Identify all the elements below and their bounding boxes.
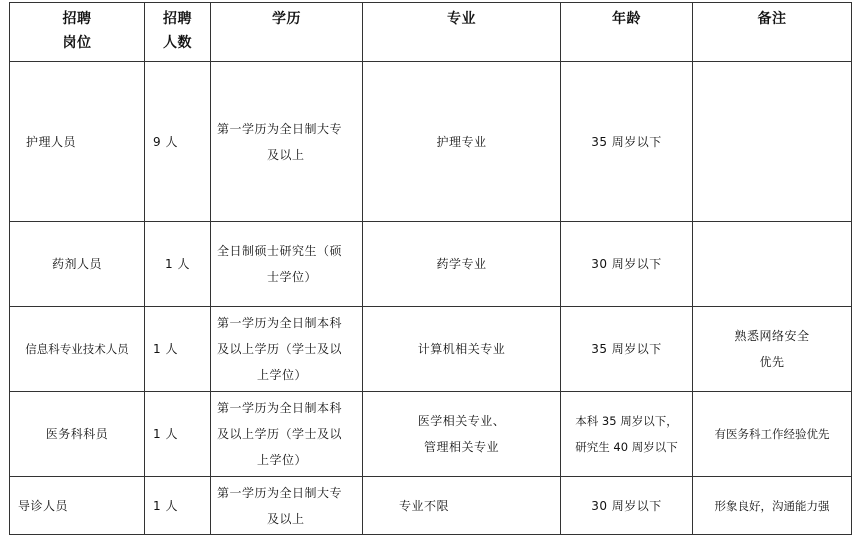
- cell-education: 第一学历为全日制大专 及以上: [211, 62, 363, 222]
- recruitment-table: [9, 2, 852, 535]
- cell-count: 9 人: [145, 62, 211, 222]
- cell-count: 1 人: [145, 477, 211, 535]
- table-row: [10, 392, 852, 477]
- cell-age: 35 周岁以下: [561, 307, 693, 392]
- cell-education: 第一学历为全日制大专 及以上: [211, 477, 363, 535]
- header-count: 招聘 人数: [145, 3, 211, 62]
- table-row: [10, 62, 852, 222]
- cell-count: 1 人: [145, 307, 211, 392]
- cell-remarks: 熟悉网络安全 优先: [693, 307, 852, 392]
- cell-count: 1 人: [145, 222, 211, 307]
- header-age: 年龄: [561, 3, 693, 62]
- cell-position: 信息科专业技术人员: [10, 307, 145, 392]
- cell-major: 药学专业: [363, 222, 561, 307]
- table-row: [10, 477, 852, 535]
- cell-age: 30 周岁以下: [561, 222, 693, 307]
- cell-position: 护理人员: [10, 62, 145, 222]
- cell-remarks: 形象良好，沟通能力强: [693, 477, 852, 535]
- header-position: 招聘 岗位: [10, 3, 145, 62]
- cell-education: 第一学历为全日制本科 及以上学历（学士及以 上学位）: [211, 307, 363, 392]
- cell-position: 药剂人员: [10, 222, 145, 307]
- cell-remarks: [693, 62, 852, 222]
- header-education: 学历: [211, 3, 363, 62]
- cell-age: 35 周岁以下: [561, 62, 693, 222]
- header-remarks: 备注: [693, 3, 852, 62]
- cell-major: 护理专业: [363, 62, 561, 222]
- table-row: [10, 222, 852, 307]
- cell-position: 医务科科员: [10, 392, 145, 477]
- cell-education: 全日制硕士研究生（硕 士学位）: [211, 222, 363, 307]
- cell-education: 第一学历为全日制本科 及以上学历（学士及以 上学位）: [211, 392, 363, 477]
- cell-major: 计算机相关专业: [363, 307, 561, 392]
- cell-age: 30 周岁以下: [561, 477, 693, 535]
- header-major: 专业: [363, 3, 561, 62]
- cell-remarks: [693, 222, 852, 307]
- cell-major: 医学相关专业、 管理相关专业: [363, 392, 561, 477]
- cell-age: 本科 35 周岁以下， 研究生 40 周岁以下: [561, 392, 693, 477]
- cell-remarks: 有医务科工作经验优先: [693, 392, 852, 477]
- cell-position: 导诊人员: [10, 477, 145, 535]
- header-row: [10, 3, 852, 62]
- cell-major: 专业不限: [363, 477, 561, 535]
- table-row: [10, 307, 852, 392]
- cell-count: 1 人: [145, 392, 211, 477]
